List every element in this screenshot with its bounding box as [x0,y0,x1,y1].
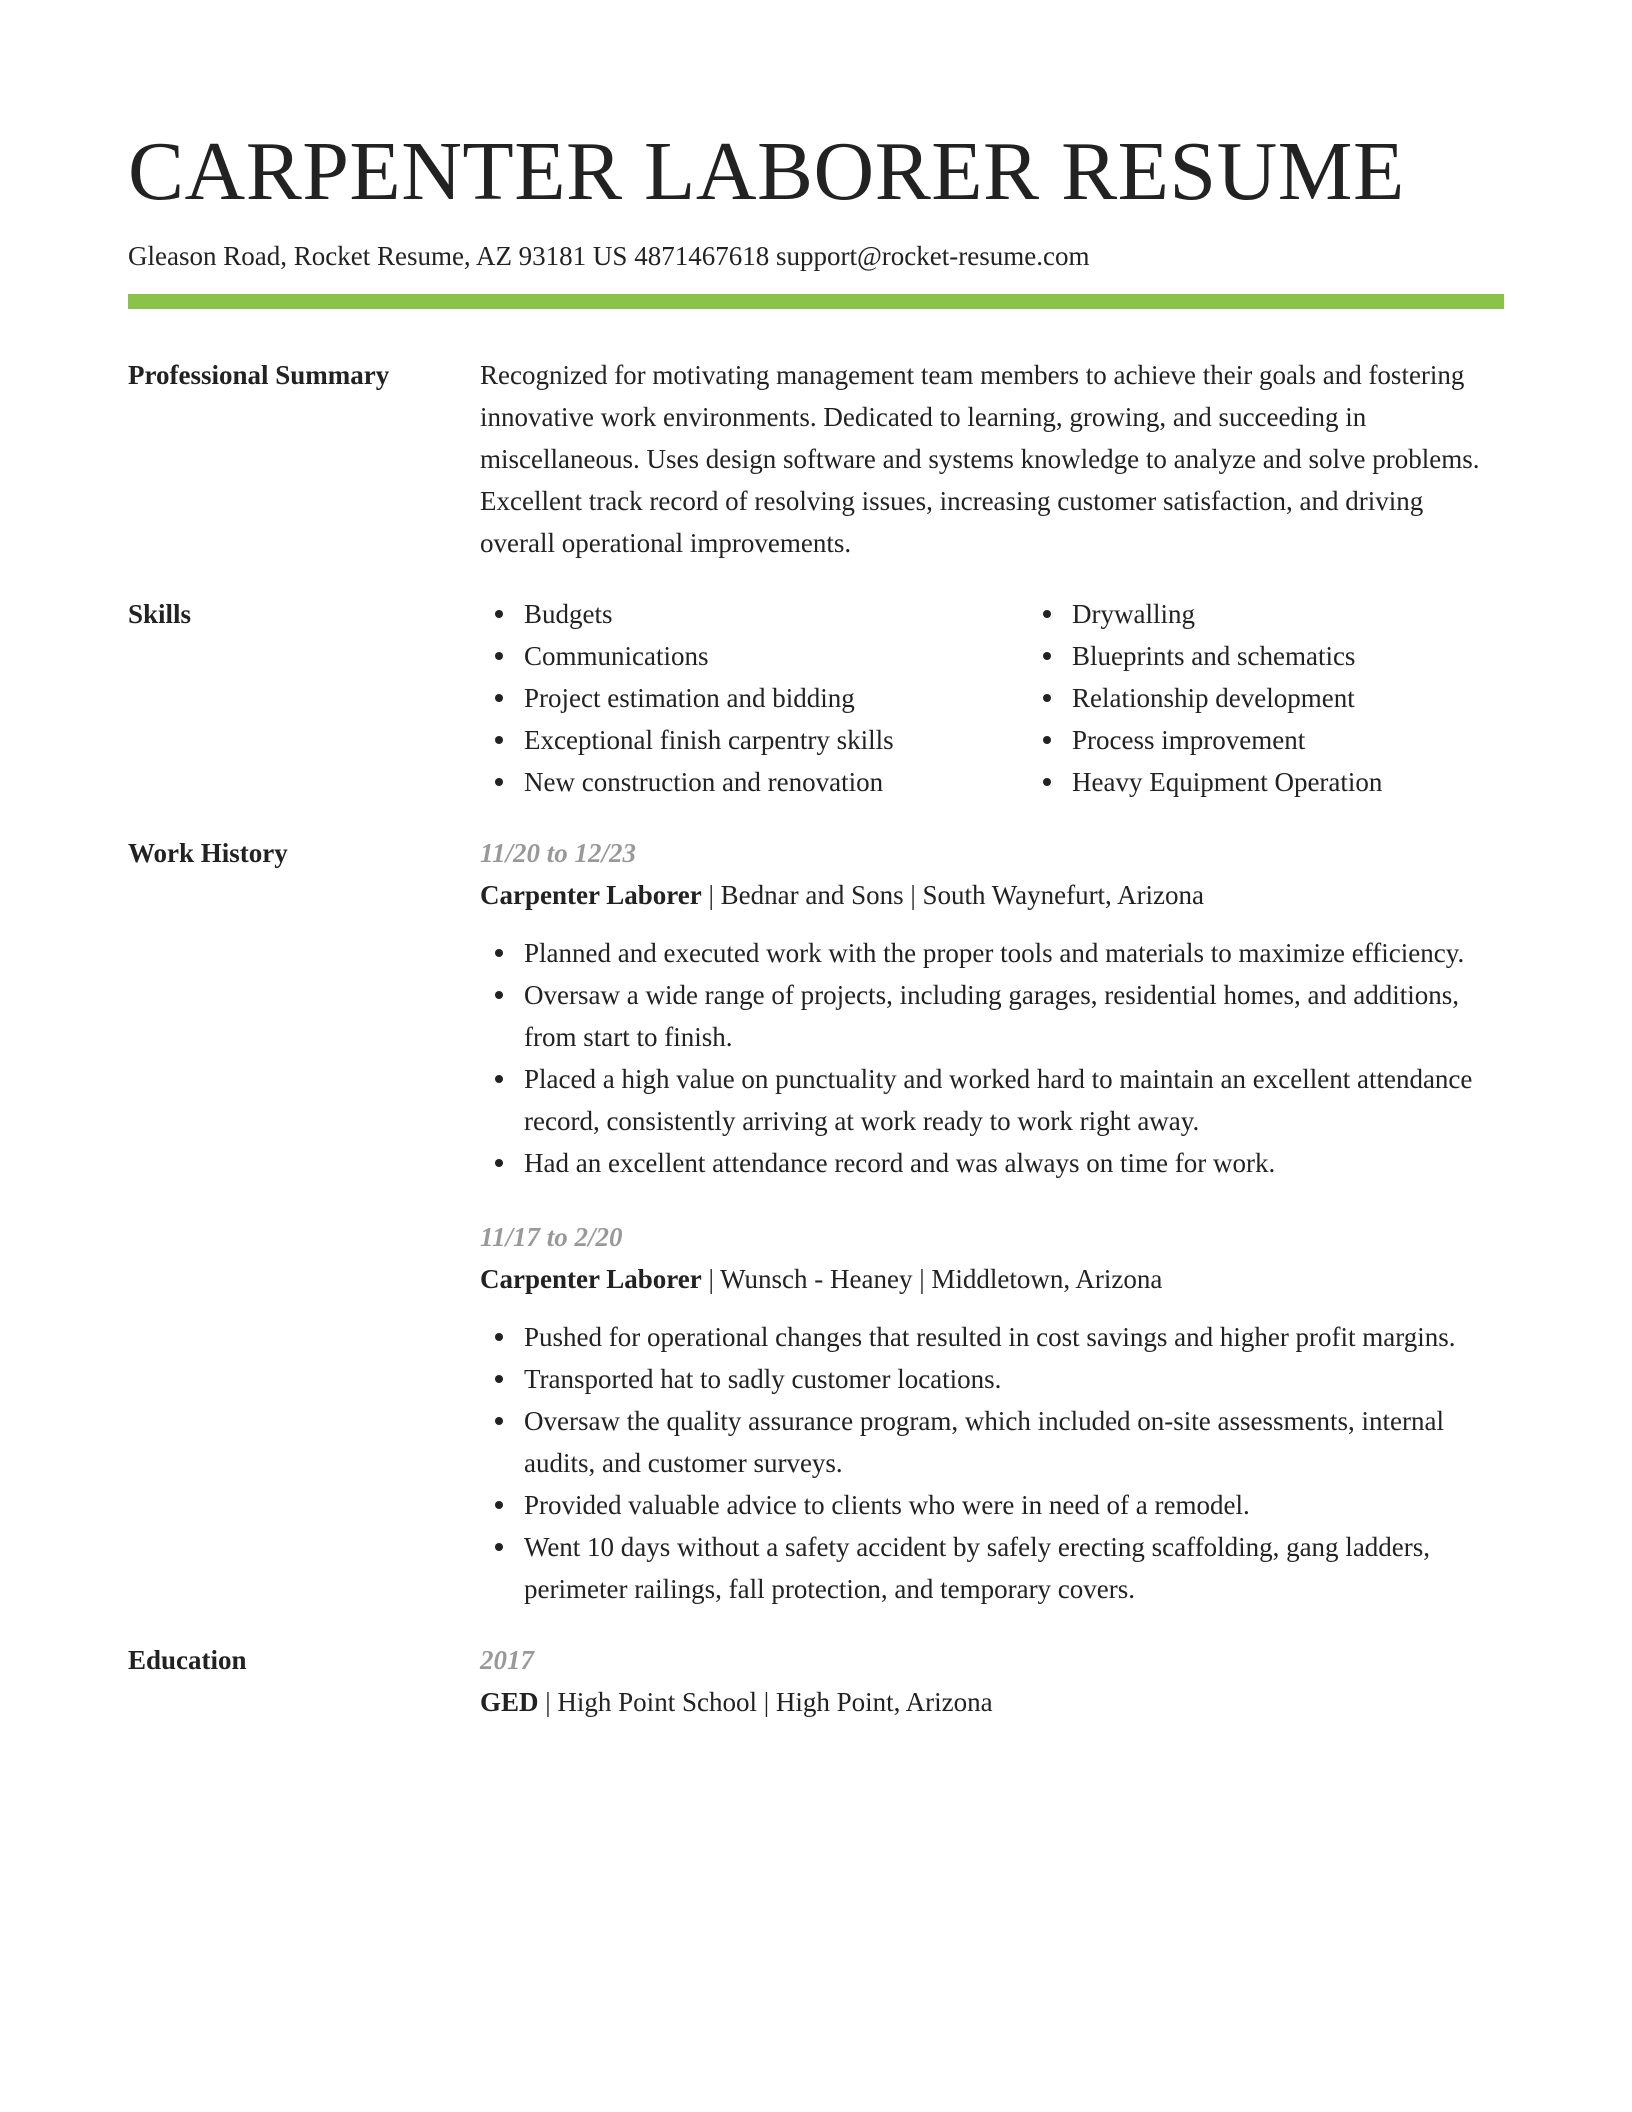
resume-title: CARPENTER LABORER RESUME [128,125,1405,218]
job-duty: Provided valuable advice to clients who were in need of a remodel. [524,1484,1504,1526]
job-title: Carpenter Laborer [480,880,702,910]
skill-item: Heavy Equipment Operation [1072,761,1532,803]
work-history-section [128,835,1504,1610]
job-duty: Oversaw the quality assurance program, which included on-site assessments, internal audits, and customer surveys. [524,1400,1504,1484]
job-duty: Oversaw a wide range of projects, including garages, residential homes, and additions, from start to finish. [524,974,1504,1058]
job-entry [480,1216,1504,1610]
summary-body [480,357,1504,564]
section-label-skills: Skills [128,599,192,629]
job-entry [480,832,1504,1184]
job-duty: Transported hat to sadly customer locations. [524,1358,1504,1400]
job-title: Carpenter Laborer [480,1264,702,1294]
skill-item: Communications [524,635,1028,677]
skills-column-1 [480,593,1028,803]
header-divider [128,294,1504,309]
job-title-line [480,874,1504,916]
section-label-education: Education [128,1645,247,1675]
skill-item: Blueprints and schematics [1072,635,1532,677]
job-dates: 11/17 to 2/20 [480,1222,623,1252]
skills-section [128,596,1504,803]
job-employer-location: | Wunsch - Heaney | Middletown, Arizona [701,1264,1163,1294]
job-duty: Went 10 days without a safety accident by safely erecting scaffolding, gang ladders, perimeter railings, fall protection, and temporary covers. [524,1526,1504,1610]
job-employer-location: | Bednar and Sons | South Waynefurt, Arizona [701,880,1205,910]
education-entry [480,1639,1504,1723]
summary-section [128,357,1504,564]
skills-column-2 [1028,593,1532,803]
section-label-work-history: Work History [128,838,288,868]
work-history-body [480,835,1504,1610]
education-degree: GED [480,1687,539,1717]
education-school-location: | High Point School | High Point, Arizona [538,1687,993,1717]
job-duty: Had an excellent attendance record and was always on time for work. [524,1142,1504,1184]
job-duty: Pushed for operational changes that resulted in cost savings and higher profit margins. [524,1316,1504,1358]
education-year: 2017 [480,1645,534,1675]
skill-item: Process improvement [1072,719,1532,761]
section-label-summary: Professional Summary [128,360,390,390]
skill-item: New construction and renovation [524,761,1028,803]
skills-body [480,596,1532,803]
job-title-line [480,1258,1504,1300]
job-duties [480,932,1504,1184]
education-section [128,1642,1504,1723]
education-title-line [480,1681,1504,1723]
resume-page [128,118,1504,1723]
job-duty: Planned and executed work with the proper tools and materials to maximize efficiency. [524,932,1504,974]
education-body [480,1642,1504,1723]
skills-columns [480,593,1532,803]
skill-item: Project estimation and bidding [524,677,1028,719]
job-dates: 11/20 to 12/23 [480,838,637,868]
skill-item: Drywalling [1072,593,1532,635]
skill-item: Relationship development [1072,677,1532,719]
contact-info: Gleason Road, Rocket Resume, AZ 93181 US 4871467618 support@rocket-resume.com [128,241,1090,271]
job-duty: Placed a high value on punctuality and worked hard to maintain an excellent attendance record, consistently arriving at work ready to work right away. [524,1058,1504,1142]
skill-item: Exceptional finish carpentry skills [524,719,1028,761]
job-duties [480,1316,1504,1610]
summary-text: Recognized for motivating management team members to achieve their goals and fostering innovative work environments. Dedicated to learning, growing, and succeeding in miscellaneous. Uses design software and systems knowledge to analyze and solve problems. Excellent track record of resolving issues, increasing customer satisfaction, and driving overall operational improvements. [480,360,1480,558]
skill-item: Budgets [524,593,1028,635]
